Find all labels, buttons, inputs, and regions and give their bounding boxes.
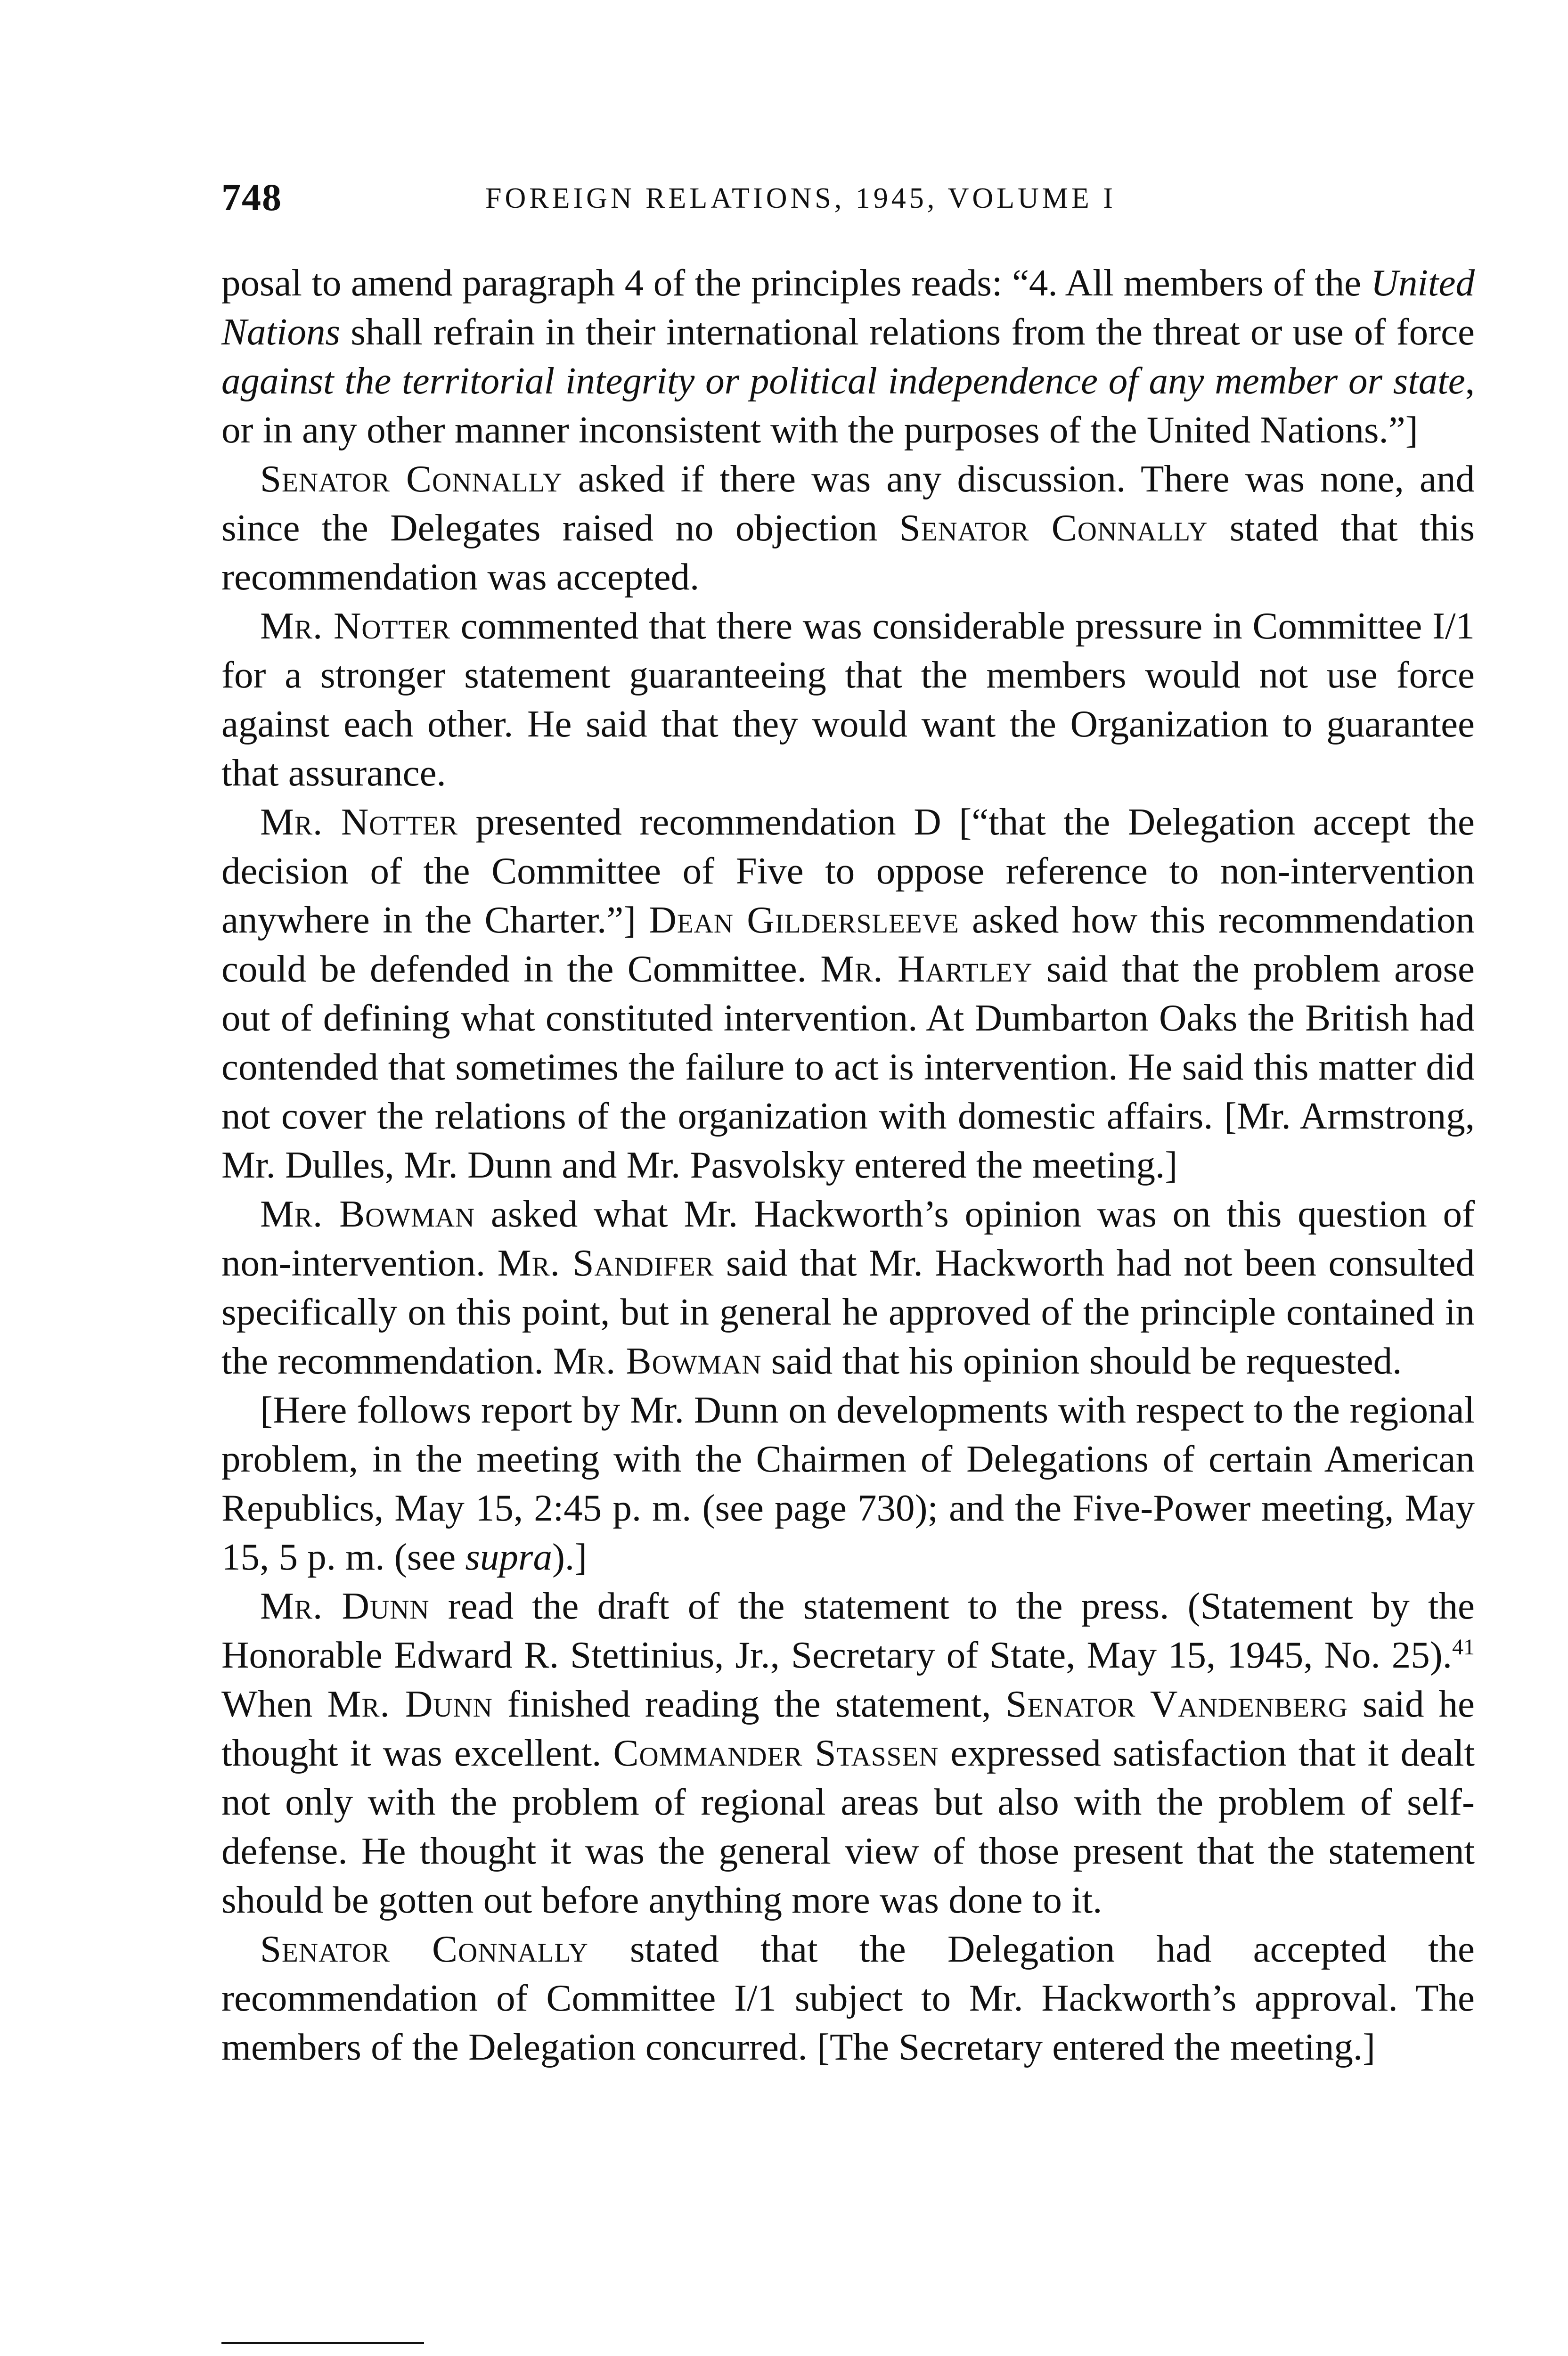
- speaker-name: Mr. Notter: [260, 605, 451, 647]
- italic-text: against the territorial integrity or political independence of any member or state: [221, 360, 1465, 402]
- paragraph: [221, 1189, 1475, 1385]
- speaker-name: Mr. Dunn: [260, 1585, 430, 1627]
- text-run: posal to amend paragraph 4 of the principles reads: “4. All members of the: [221, 262, 1371, 304]
- running-head: FOREIGN RELATIONS, 1945, VOLUME I: [485, 182, 1116, 214]
- footnote-reference[interactable]: 41: [1452, 1635, 1475, 1660]
- text-run: asked what Mr. Hackworth’s opinion was on this question of non-intervention.: [221, 1193, 1475, 1284]
- text-run: said that his opinion should be requested.: [761, 1340, 1402, 1382]
- footnote-divider: [221, 2342, 424, 2344]
- paragraph: [221, 454, 1475, 601]
- text-run: asked how this recommendation could be defended in the Committee.: [221, 899, 1475, 990]
- paragraph: [221, 601, 1475, 797]
- text-run: stated that this recommendation was accepted.: [221, 507, 1475, 598]
- italic-text: United Nations: [221, 262, 1475, 353]
- text-run: commented that there was considerable pressure in Committee I/1 for a stronger statement guaranteeing that the members would not use force against each other. He said that they would want the Organization to guarantee that assurance.: [221, 605, 1475, 794]
- italic-text: supra: [465, 1536, 552, 1578]
- speaker-name: Mr. Dunn: [327, 1683, 493, 1725]
- text-run: said he thought it was excellent.: [221, 1683, 1475, 1774]
- paragraph: [221, 1924, 1475, 2071]
- text-run: ).]: [552, 1536, 588, 1578]
- text-run: [Here follows report by Mr. Dunn on developments with respect to the regional problem, in the meeting with the Chairmen of Delegations of certain American Republics, May 15, 2:45 p. m. (see page 730); and the Five-Power meeting, May 15, 5 p. m. (see: [221, 1389, 1475, 1578]
- speaker-name: Senator Connally: [260, 458, 563, 500]
- speaker-name: Mr. Hartley: [820, 948, 1033, 990]
- text-run: presented recommendation D [“that the Delegation accept the decision of the Committee of Five to oppose reference to non-intervention anywhere in the Charter.”]: [221, 801, 1475, 941]
- paragraph: [221, 1581, 1475, 1924]
- paragraph: [221, 258, 1475, 454]
- speaker-name: Senator Vandenberg: [1005, 1683, 1348, 1725]
- speaker-name: Dean Gildersleeve: [649, 899, 959, 941]
- speaker-name: Mr. Sandifer: [497, 1242, 714, 1284]
- text-run: asked if there was any discussion. There was none, and since the Delegates raised no objection: [221, 458, 1475, 549]
- paragraph: [221, 1385, 1475, 1581]
- text-run: read the draft of the statement to the press. (Statement by the Honorable Edward R. Stettinius, Jr., Secretary of State, May 15, 1945, No. 25).: [221, 1585, 1475, 1676]
- body-text: [221, 258, 1475, 2071]
- text-run: said that the problem arose out of defining what constituted intervention. At Dumbarton Oaks the British had contended that sometimes the failure to act is intervention. He said this matter did not cover the relations of the organization with domestic affairs. [Mr. Armstrong, Mr. Dulles, Mr. Dunn and Mr. Pasvolsky entered the meeting.]: [221, 948, 1475, 1186]
- paragraph: [221, 797, 1475, 1189]
- page-number: 748: [221, 176, 282, 219]
- text-run: said that Mr. Hackworth had not been consulted specifically on this point, but in general he approved of the principle contained in the recommendation.: [221, 1242, 1475, 1382]
- speaker-name: Senator Connally: [899, 507, 1208, 549]
- page-header: [221, 175, 1475, 232]
- text-run: finished reading the statement,: [492, 1683, 1006, 1725]
- text-run: shall refrain in their international relations from the threat or use of force: [340, 311, 1475, 353]
- text-run: When: [221, 1683, 327, 1725]
- speaker-name: Senator Connally: [260, 1928, 588, 1970]
- speaker-name: Commander Stassen: [613, 1732, 939, 1774]
- text-run: , or in any other manner inconsistent with the purposes of the United Nations.”]: [221, 360, 1475, 451]
- text-run: stated that the Delegation had accepted the recommendation of Committee I/1 subject to Mr. Hackworth’s approval. The members of the Delegation concurred. [The Secretary entered the meeting.]: [221, 1928, 1475, 2068]
- speaker-name: Mr. Bowman: [553, 1340, 762, 1382]
- speaker-name: Mr. Notter: [260, 801, 458, 843]
- text-run: expressed satisfaction that it dealt not only with the problem of regional areas but also with the problem of self-defense. He thought it was the general view of those present that the statement should be gotten out before anything more was done to it.: [221, 1732, 1475, 1921]
- speaker-name: Mr. Bowman: [260, 1193, 475, 1235]
